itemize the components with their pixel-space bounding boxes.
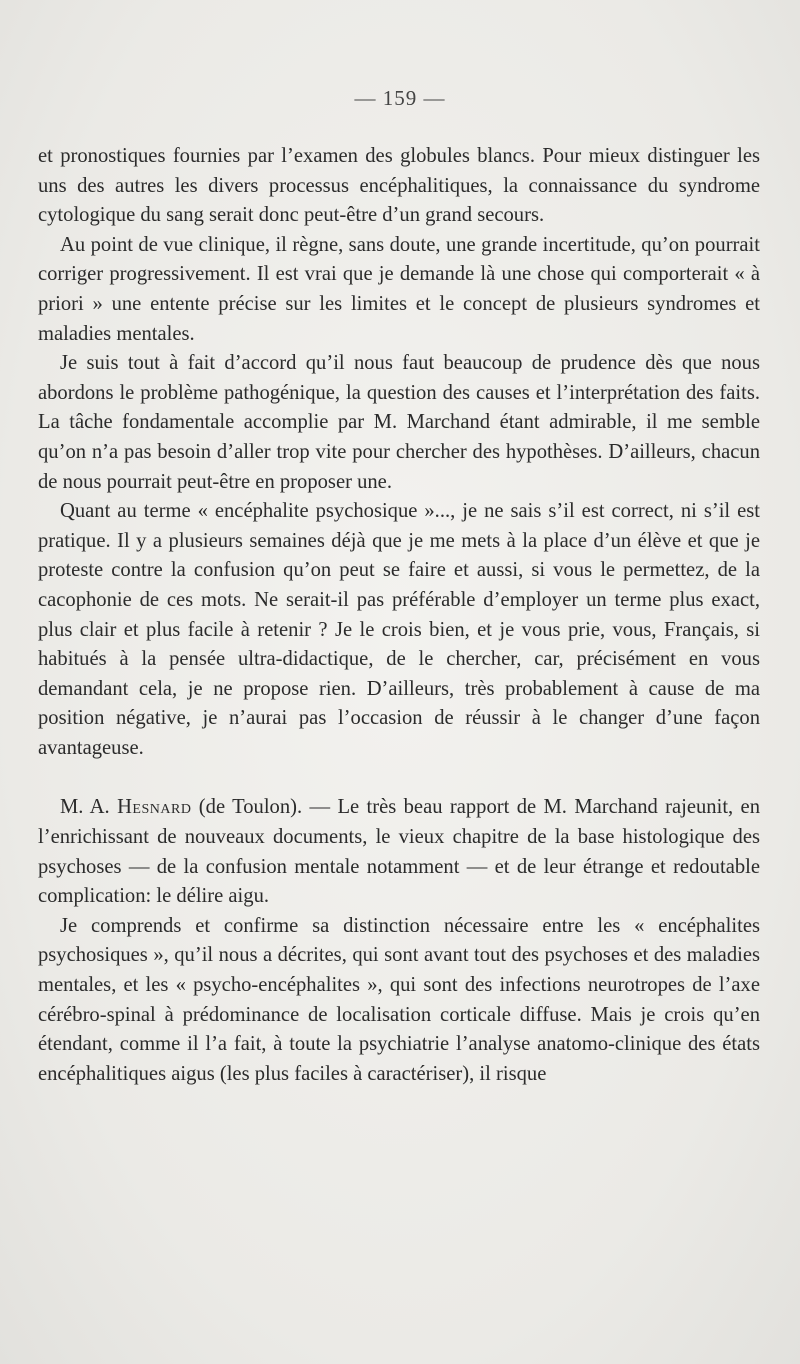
paragraph-prudence: Je suis tout à fait d’accord qu’il nous faut beaucoup de prudence dès que nous abordons le problème pathogénique, la question des causes et l’interprétation des faits. La tâche fondamentale accomplie par M. Marchand étant admirable, il me semble qu’on n’a pas besoin d’aller trop vite pour chercher des hypothèses. D’ailleurs, chacun de nous pourrait peut-être en proposer une. <box>38 352 760 493</box>
speaker-paragraph <box>38 793 760 911</box>
paragraph-closing: Je comprends et confirme sa distinction nécessaire entre les « encéphalites psychosiques », qu’il nous a décrites, qui sont avant tout des psychoses et des maladies mentales, et les « psycho-encéphalites », qui sont des infections neurotropes de l’axe cérébro-spinal à prédominance de localisation corticale diffuse. Mais je crois qu’en étendant, comme il l’a fait, à toute la psychiatrie l’analyse anatomo-clinique des états encéphalitiques aigus (les plus faciles à caractériser), il risque <box>38 914 760 1085</box>
speaker-text: Le très beau rapport de M. Marchand rajeunit, en l’enrichissant de nouveaux documents, le vieux chapitre de la base histologique des psychoses — de la confusion mentale notamment — et de leur étrange et redoutable complication: le délire aigu. <box>38 796 760 908</box>
speaker-suffix: (de Toulon). — <box>191 796 338 819</box>
paragraph-terminology: Quant au terme « encéphalite psychosique »..., je ne sais s’il est correct, ni s’il est pratique. Il y a plusieurs semaines déjà que je me mets à la place d’un élève et que je proteste contre la confusion qu’on peut se faire et aussi, si vous le permettez, de la cacophonie de ces mots. Ne serait-il pas préférable d’employer un terme plus exact, plus clair et plus facile à retenir ? Je le crois bien, et je vous prie, vous, Français, si habitués à la pensée ultra-didactique, de le chercher, car, précisément en vous demandant cela, je ne propose rien. D’ailleurs, très probablement à cause de ma position négative, je n’aurai pas l’occasion de réussir à le changer d’une façon avantageuse. <box>38 500 760 759</box>
body-text <box>38 142 760 1089</box>
paragraph-continuation: et pronostiques fournies par l’examen des globules blancs. Pour mieux distinguer les uns des autres les divers processus encéphalitiques, la connaissance du syndrome cytologique du sang serait donc peut-être d’un grand secours. <box>38 145 760 227</box>
page-number: — 159 — <box>354 86 446 110</box>
speaker-name: Hesnard <box>117 796 192 819</box>
speaker-prefix: M. A. <box>60 796 118 819</box>
paragraph-clinical: Au point de vue clinique, il règne, sans doute, une grande incertitude, qu’on pourrait corriger progressivement. Il est vrai que je demande là une chose qui comporterait « à priori » une entente précise sur les limites et le concept de plusieurs syndromes et maladies mentales. <box>38 233 760 345</box>
